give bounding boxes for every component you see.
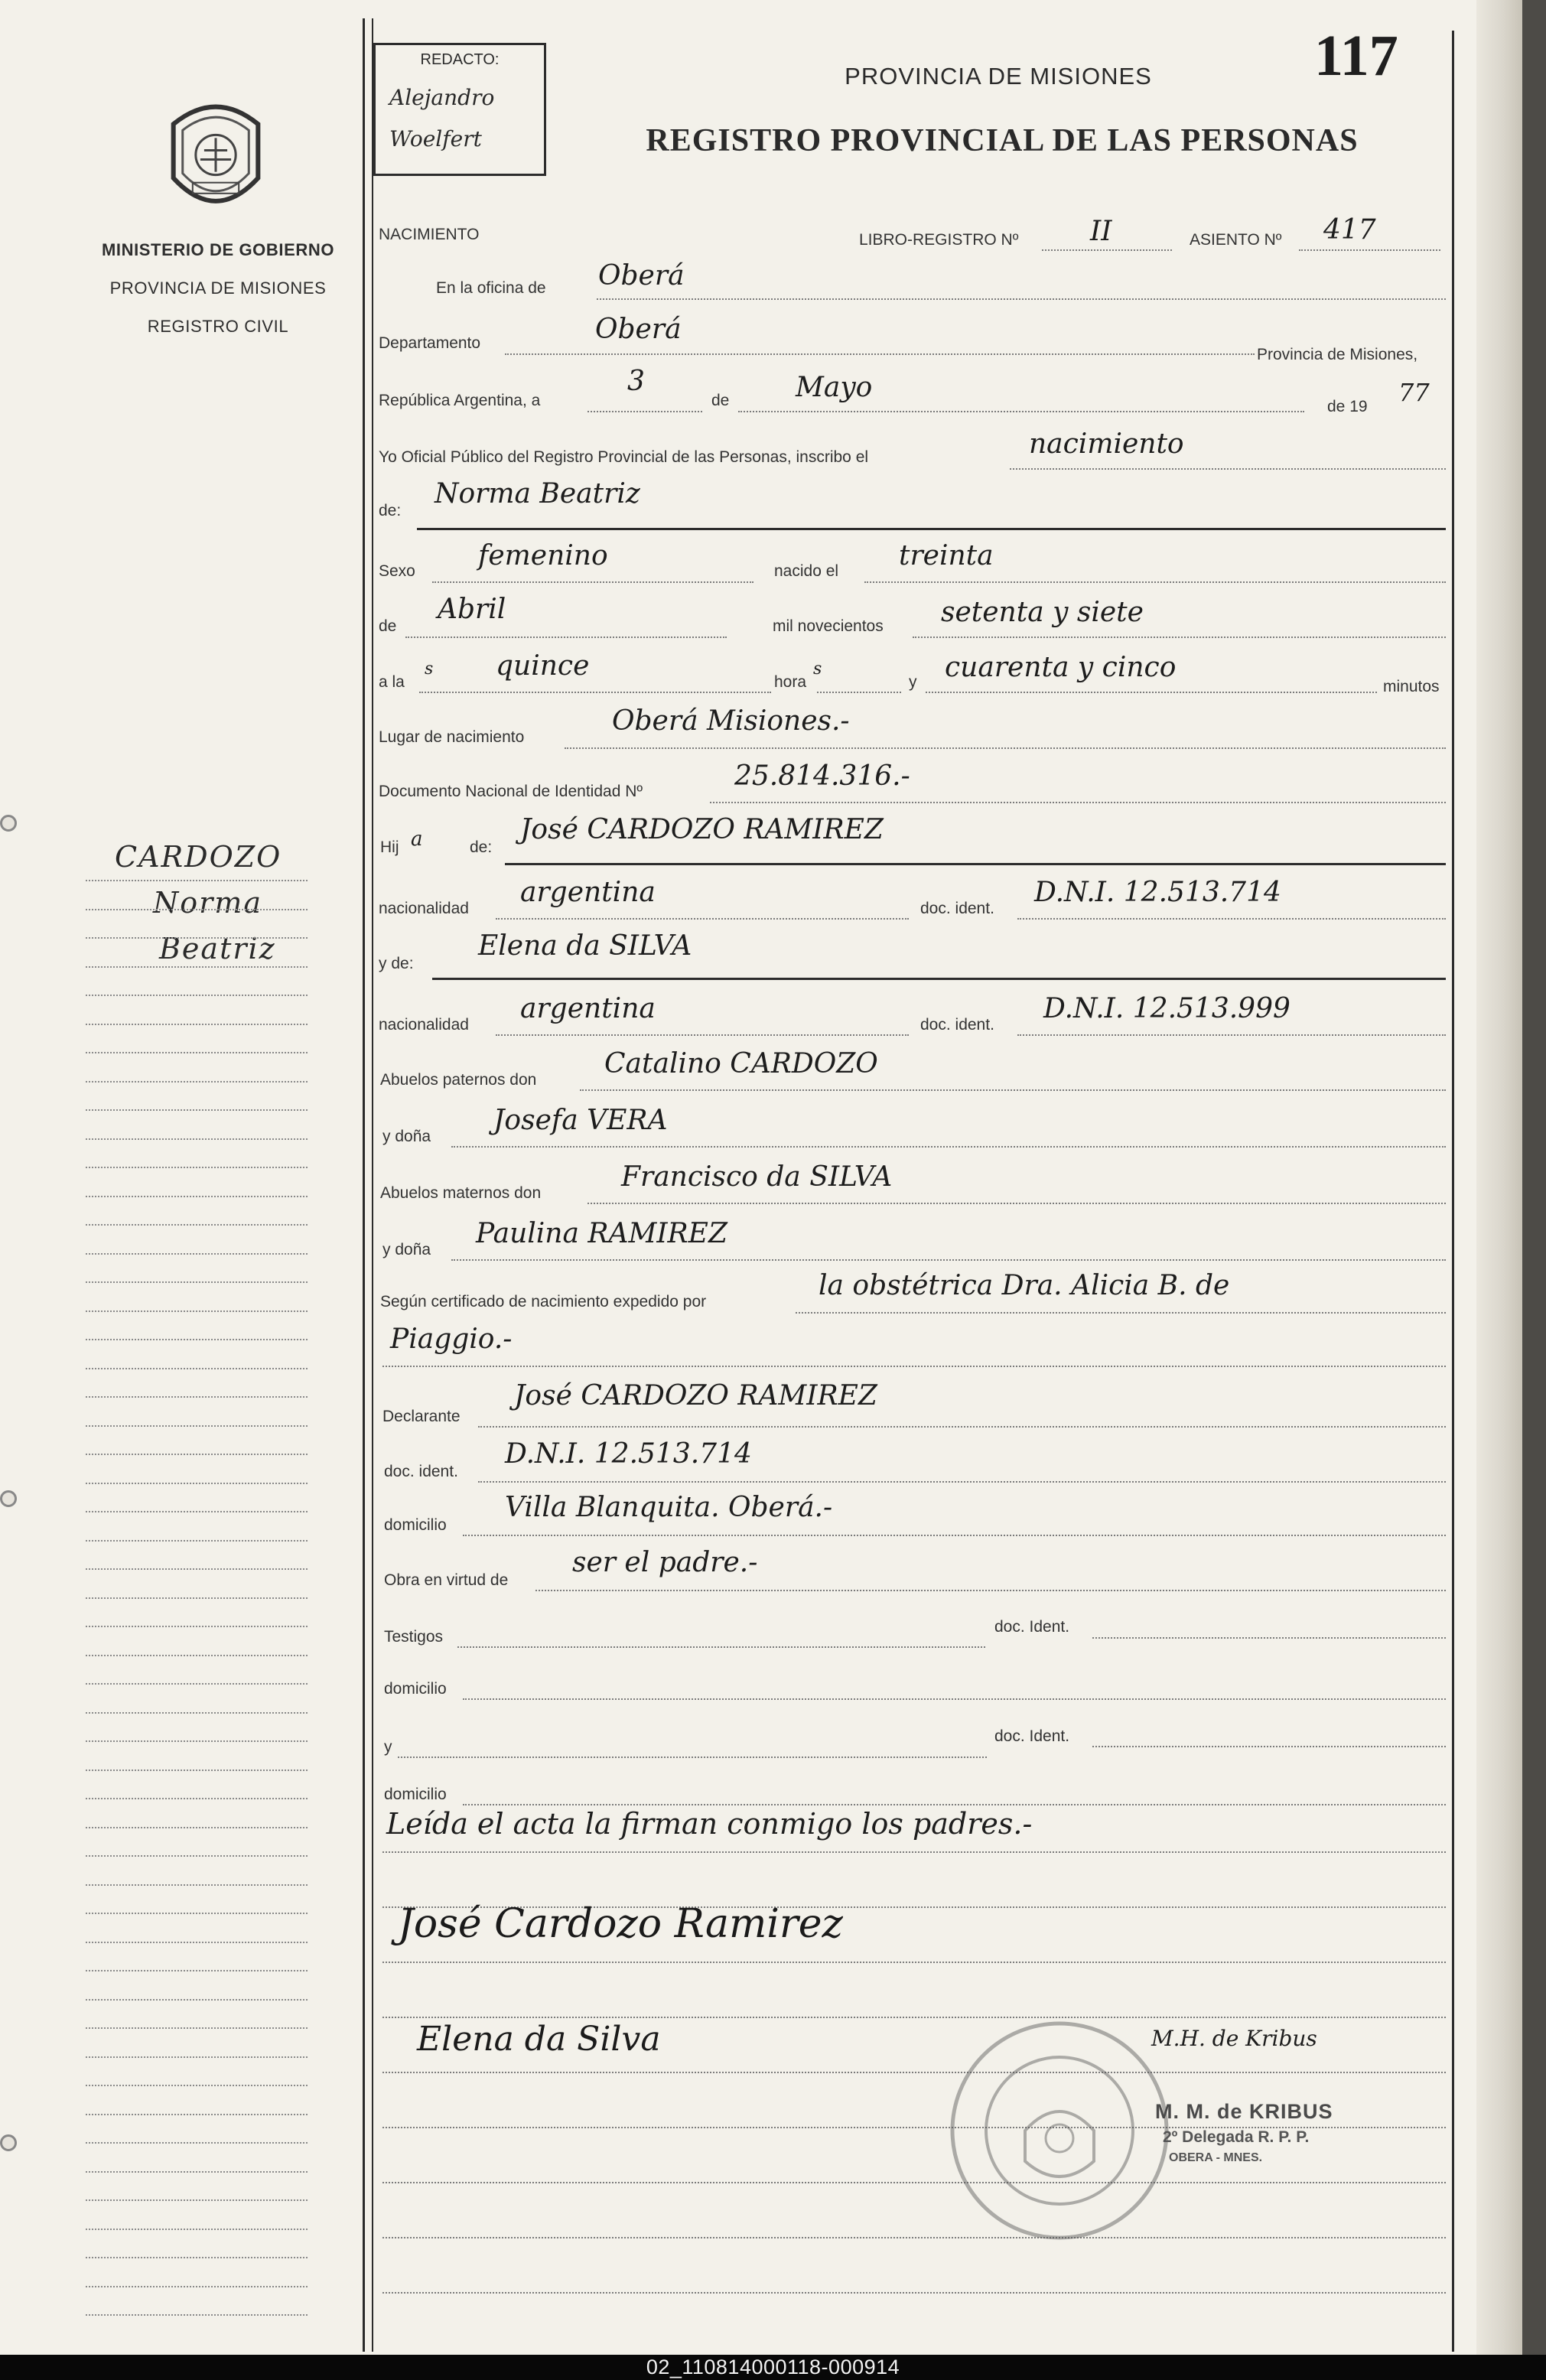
margin-line <box>86 1109 308 1111</box>
margin-line <box>86 1712 308 1714</box>
dotted-line <box>597 298 1446 300</box>
de-label: de <box>711 392 730 409</box>
abuela-paterna-label: y doña <box>382 1128 431 1145</box>
hij-label: Hij <box>380 838 399 856</box>
mother-signature: Elena da Silva <box>417 2020 661 2059</box>
margin-line <box>86 995 308 996</box>
dotted-line <box>457 1646 985 1648</box>
margin-line <box>86 1224 308 1226</box>
side-note-surname: CARDOZO <box>115 840 282 874</box>
official-signature: M.H. de Kribus <box>1151 2026 1317 2051</box>
registry-heading: REGISTRO CIVIL <box>147 317 289 336</box>
minutos-value: cuarenta y cinco <box>945 652 1177 683</box>
margin-line <box>86 1740 308 1742</box>
documento-label: Documento Nacional de Identidad Nº <box>379 783 643 800</box>
dotted-line <box>1299 249 1440 251</box>
record-type-label: NACIMIENTO <box>379 226 480 243</box>
abuela-materna-value: Paulina RAMIREZ <box>476 1218 727 1249</box>
dotted-line <box>432 581 753 583</box>
acto-value: nacimiento <box>1029 428 1184 460</box>
margin-line <box>86 966 308 968</box>
margin-line <box>86 1798 308 1799</box>
dotted-line <box>1017 1034 1446 1036</box>
margin-line <box>86 1425 308 1427</box>
madre-de-label: y de: <box>379 955 414 972</box>
margin-line <box>86 1770 308 1771</box>
mes-value: Mayo <box>796 372 873 403</box>
margin-line <box>86 1454 308 1455</box>
margin-line <box>86 2314 308 2316</box>
margin-line <box>86 1368 308 1369</box>
dotted-line <box>1010 468 1446 470</box>
padre-value: José CARDOZO RAMIREZ <box>520 814 884 845</box>
margin-line <box>86 937 308 939</box>
testigos-label: Testigos <box>384 1628 444 1646</box>
dotted-line <box>496 1034 909 1036</box>
dotted-line <box>565 747 1446 749</box>
margin-line <box>86 1597 308 1599</box>
dotted-line <box>382 1366 1446 1367</box>
stamp-name: M. M. de KRIBUS <box>1155 2100 1333 2123</box>
testigo2-doc-label: doc. Ident. <box>994 1727 1070 1745</box>
lugar-label: Lugar de nacimiento <box>379 728 525 746</box>
departamento-value: Oberá <box>595 314 682 345</box>
padre-doc-label: doc. ident. <box>920 900 994 917</box>
hora-label: hora <box>774 673 807 691</box>
nombre-label: de: <box>379 502 402 519</box>
abuela-paterna-value: Josefa VERA <box>493 1105 668 1136</box>
dotted-line <box>817 692 901 693</box>
hora-num: s <box>425 659 434 679</box>
margin-line <box>86 1511 308 1512</box>
asiento-value: 417 <box>1323 214 1376 246</box>
dotted-line <box>382 1851 1446 1853</box>
domicilio-label: domicilio <box>384 1516 447 1534</box>
margin-line <box>86 1884 308 1886</box>
dotted-line <box>796 1312 1446 1314</box>
padre-nacionalidad-label: nacionalidad <box>379 900 469 917</box>
margin-line <box>86 1655 308 1656</box>
certificado-value: la obstétrica Dra. Alicia B. de <box>819 1270 1230 1301</box>
dotted-line <box>463 1535 1446 1536</box>
abuelo-materno-value: Francisco da SILVA <box>621 1161 893 1193</box>
margin-line <box>86 1855 308 1857</box>
margin-line <box>86 1626 308 1627</box>
dotted-line <box>419 692 771 693</box>
dotted-line <box>451 1146 1446 1148</box>
stamp-place: OBERA - MNES. <box>1169 2151 1263 2164</box>
redacto-box <box>373 43 546 176</box>
oficina-label: En la oficina de <box>436 279 546 297</box>
margin-line <box>86 1913 308 1914</box>
margin-line <box>86 2286 308 2287</box>
margin-line <box>86 2085 308 2086</box>
margin-line <box>86 909 308 910</box>
margin-line <box>86 1999 308 2001</box>
closing-note: Leída el acta la firman conmigo los padres.- <box>386 1807 1033 1841</box>
oficial-label: Yo Oficial Público del Registro Provincial de las Personas, inscribo el <box>379 448 869 466</box>
page-number: 117 <box>1314 24 1398 88</box>
margin-rule <box>372 18 373 2352</box>
nacido-mes-value: Abril <box>438 594 506 625</box>
margin-line <box>86 1253 308 1255</box>
declarante-doc-label: doc. ident. <box>384 1463 458 1480</box>
redacto-name-first: Alejandro <box>389 85 495 110</box>
certificado-label: Según certificado de nacimiento expedido por <box>380 1293 707 1310</box>
dotted-line <box>382 1962 1446 1963</box>
libro-value: II <box>1090 216 1112 247</box>
margin-line <box>86 1339 308 1340</box>
dotted-line <box>587 411 702 412</box>
margin-line <box>86 1683 308 1685</box>
hora-suffix: s <box>813 659 822 679</box>
mil-label: mil novecientos <box>773 617 884 635</box>
dotted-line <box>1092 1637 1446 1639</box>
abuelo-materno-label: Abuelos maternos don <box>380 1184 542 1202</box>
dotted-line <box>382 2182 1446 2183</box>
ministry-heading: MINISTERIO DE GOBIERNO <box>101 240 335 259</box>
nombre-value: Norma Beatriz <box>435 478 640 510</box>
padre-doc-value: D.N.I. 12.513.714 <box>1034 877 1281 908</box>
anio-value: 77 <box>1398 378 1430 407</box>
documento-value: 25.814.316.- <box>734 760 910 792</box>
margin-line <box>86 2171 308 2173</box>
de-mes-label: de <box>379 617 397 635</box>
dotted-line <box>382 2017 1446 2018</box>
name-rule <box>505 863 1446 865</box>
nacido-label: nacido el <box>774 562 839 580</box>
minutos-label: minutos <box>1383 678 1440 695</box>
side-note-second-name: Beatriz <box>159 932 276 965</box>
nacido-dia-value: treinta <box>899 540 994 571</box>
stamp-role: 2º Delegada R. P. P. <box>1163 2128 1310 2146</box>
domicilio-value: Villa Blanquita. Oberá.- <box>505 1492 833 1523</box>
dotted-line <box>505 353 1255 355</box>
margin-line <box>86 1138 308 1140</box>
obra-value: ser el padre.- <box>572 1547 758 1578</box>
testigo2-domicilio-label: domicilio <box>384 1786 447 1803</box>
dotted-line <box>1092 1746 1446 1747</box>
abuelo-paterno-label: Abuelos paternos don <box>380 1071 537 1089</box>
margin-line <box>86 2229 308 2230</box>
sexo-label: Sexo <box>379 562 415 580</box>
madre-doc-label: doc. ident. <box>920 1016 994 1034</box>
dotted-line <box>1017 918 1446 920</box>
name-rule <box>432 978 1446 980</box>
margin-line <box>86 1310 308 1312</box>
hora-value: quince <box>496 650 590 682</box>
madre-nacionalidad-value: argentina <box>520 993 656 1024</box>
dotted-line <box>398 1757 987 1758</box>
dia-value: 3 <box>627 366 645 397</box>
hij-suffix: a <box>411 828 423 851</box>
redacto-name-last: Woelfert <box>389 126 482 151</box>
margin-lines <box>86 880 308 2333</box>
margin-line <box>86 2027 308 2029</box>
dotted-line <box>580 1089 1446 1091</box>
province-title: PROVINCIA DE MISIONES <box>845 63 1152 90</box>
margin-line <box>86 2142 308 2144</box>
obra-label: Obra en virtud de <box>384 1571 509 1589</box>
dotted-line <box>451 1259 1446 1261</box>
redacto-label: REDACTO: <box>420 51 500 68</box>
margin-line <box>86 1396 308 1398</box>
margin-line <box>86 1167 308 1168</box>
page-edge <box>1476 0 1522 2355</box>
certificado-value-cont: Piaggio.- <box>390 1323 513 1355</box>
asiento-label: ASIENTO Nº <box>1190 231 1282 249</box>
binder-ring <box>0 1490 17 1507</box>
a-la-label: a la <box>379 673 405 691</box>
margin-line <box>86 1827 308 1828</box>
dotted-line <box>463 1804 1446 1805</box>
father-signature: José Cardozo Ramirez <box>398 1901 843 1947</box>
madre-value: Elena da SILVA <box>478 930 692 962</box>
lugar-value: Oberá Misiones.- <box>612 705 850 737</box>
margin-line <box>86 1568 308 1570</box>
right-rule <box>1452 31 1454 2352</box>
margin-line <box>86 2257 308 2258</box>
abuela-materna-label: y doña <box>382 1241 431 1258</box>
dotted-line <box>1042 249 1172 251</box>
dotted-line <box>710 802 1446 803</box>
registry-stamp-icon <box>945 2016 1174 2245</box>
dotted-line <box>535 1590 1446 1591</box>
madre-nacionalidad-label: nacionalidad <box>379 1016 469 1034</box>
testigo-domicilio-label: domicilio <box>384 1680 447 1698</box>
oficina-value: Oberá <box>598 260 685 291</box>
dotted-line <box>864 581 1446 583</box>
dotted-line <box>926 692 1377 693</box>
dotted-line <box>587 1203 1446 1204</box>
sexo-value: femenino <box>478 540 608 571</box>
margin-rule <box>363 18 365 2352</box>
dotted-line <box>382 2072 1446 2073</box>
testigo-doc-label: doc. Ident. <box>994 1618 1070 1636</box>
coat-of-arms-icon <box>158 93 274 220</box>
margin-line <box>86 880 308 881</box>
padre-de-label: de: <box>470 838 493 856</box>
declarante-value: José CARDOZO RAMIREZ <box>514 1380 877 1411</box>
libro-label: LIBRO-REGISTRO Nº <box>859 231 1019 249</box>
margin-line <box>86 1540 308 1542</box>
declarante-label: Declarante <box>382 1408 461 1425</box>
registry-title: REGISTRO PROVINCIAL DE LAS PERSONAS <box>646 123 1359 158</box>
margin-line <box>86 2199 308 2201</box>
republica-label: República Argentina, a <box>379 392 541 409</box>
margin-line <box>86 1024 308 1025</box>
side-note-first-name: Norma <box>153 886 262 920</box>
dotted-line <box>738 411 1304 412</box>
image-caption: 02_110814000118-000914 <box>0 2355 1546 2380</box>
dotted-line <box>405 637 727 638</box>
margin-line <box>86 2056 308 2058</box>
binder-ring <box>0 2134 17 2151</box>
dotted-line <box>496 918 909 920</box>
madre-doc-value: D.N.I. 12.513.999 <box>1043 993 1291 1024</box>
binder-ring <box>0 815 17 832</box>
province-heading: PROVINCIA DE MISIONES <box>109 278 327 298</box>
margin-line <box>86 1483 308 1484</box>
dotted-line <box>913 637 1446 638</box>
testigo2-y-label: y <box>384 1738 392 1756</box>
name-rule <box>417 528 1446 530</box>
y-label: y <box>909 673 917 691</box>
margin-line <box>86 1970 308 1971</box>
margin-line <box>86 1196 308 1197</box>
dotted-line <box>382 2237 1446 2238</box>
margin-line <box>86 2114 308 2115</box>
provincia-label: Provincia de Misiones, <box>1257 346 1418 363</box>
dotted-line <box>382 2292 1446 2294</box>
anio-label: de 19 <box>1327 398 1368 415</box>
margin-line <box>86 1052 308 1053</box>
padre-nacionalidad-value: argentina <box>520 877 656 908</box>
dotted-line <box>463 1698 1446 1700</box>
margin-line <box>86 1081 308 1083</box>
dotted-line <box>478 1481 1446 1483</box>
margin-line <box>86 1942 308 1943</box>
abuelo-paterno-value: Catalino CARDOZO <box>604 1048 878 1079</box>
departamento-label: Departamento <box>379 334 481 352</box>
nacido-anio-value: setenta y siete <box>941 597 1144 628</box>
declarante-doc-value: D.N.I. 12.513.714 <box>505 1438 752 1470</box>
dotted-line <box>478 1426 1446 1428</box>
margin-line <box>86 1281 308 1283</box>
